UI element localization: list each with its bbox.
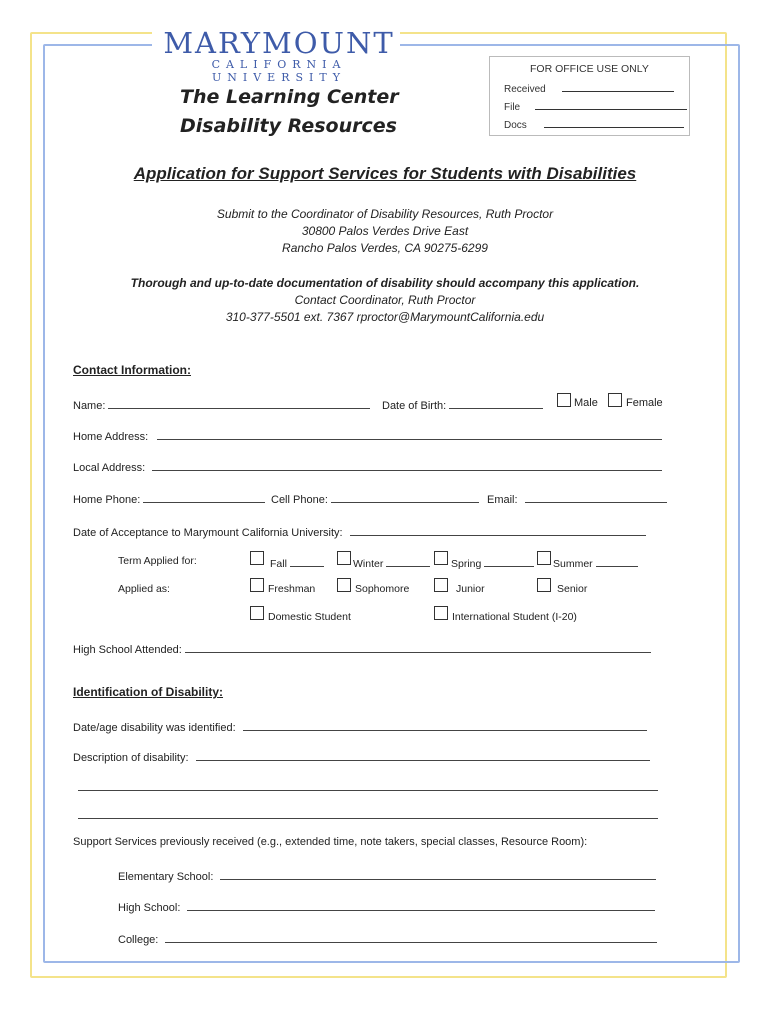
spring-year-field[interactable]	[484, 555, 534, 567]
fall-label: Fall	[270, 558, 287, 570]
sophomore-label: Sophomore	[355, 583, 410, 595]
description-line-3[interactable]	[78, 818, 658, 819]
home-address-label: Home Address:	[73, 431, 149, 443]
support-high-school-field[interactable]	[187, 899, 655, 911]
office-docs-label: Docs	[504, 120, 527, 131]
contact-phone-email: 310-377-5501 ext. 7367 rproctor@MarymountCalifornia.edu	[225, 310, 545, 324]
contact-info-heading: Contact Information:	[73, 363, 191, 377]
documentation-note: Thorough and up-to-date documentation of disability should accompany this application.	[130, 276, 640, 290]
submit-line-2: 30800 Palos Verdes Drive East	[301, 224, 469, 238]
home-phone-label: Home Phone:	[73, 494, 141, 506]
email-field[interactable]	[525, 491, 667, 503]
winter-label: Winter	[353, 558, 384, 570]
high-school-attended-label: High School Attended:	[73, 644, 182, 656]
logo-subtitle: CALIFORNIA UNIVERSITY	[211, 58, 347, 84]
summer-year-field[interactable]	[596, 555, 638, 567]
senior-label: Senior	[557, 583, 588, 595]
summer-checkbox[interactable]	[537, 551, 551, 565]
support-services-label: Support Services previously received (e.g., extended time, note takers, special classes, Resource Room):	[73, 836, 588, 848]
male-label: Male	[574, 397, 598, 409]
junior-checkbox[interactable]	[434, 578, 448, 592]
identification-heading: Identification of Disability:	[73, 685, 224, 699]
elementary-school-label: Elementary School:	[118, 871, 214, 883]
header-learning-center: The Learning Center	[180, 86, 399, 108]
freshman-label: Freshman	[268, 583, 316, 595]
international-student-checkbox[interactable]	[434, 606, 448, 620]
office-received-line[interactable]	[562, 82, 674, 92]
winter-checkbox[interactable]	[337, 551, 351, 565]
freshman-checkbox[interactable]	[250, 578, 264, 592]
office-use-box	[489, 56, 690, 136]
spring-checkbox[interactable]	[434, 551, 448, 565]
office-file-label: File	[504, 102, 521, 113]
term-applied-label: Term Applied for:	[118, 555, 197, 567]
name-label: Name:	[73, 400, 106, 412]
description-label: Description of disability:	[73, 752, 189, 764]
cell-phone-label: Cell Phone:	[271, 494, 328, 506]
logo-wordmark: MARYMOUNT	[163, 26, 395, 60]
domestic-student-checkbox[interactable]	[250, 606, 264, 620]
fall-year-field[interactable]	[290, 555, 324, 567]
email-label: Email:	[487, 494, 518, 506]
domestic-student-label: Domestic Student	[268, 611, 351, 623]
dob-label: Date of Birth:	[382, 400, 447, 412]
male-checkbox[interactable]	[557, 393, 571, 407]
fall-checkbox[interactable]	[250, 551, 264, 565]
summer-label: Summer	[553, 558, 593, 570]
home-address-field[interactable]	[157, 428, 662, 440]
submit-line-1: Submit to the Coordinator of Disability Resources, Ruth Proctor	[216, 207, 554, 221]
name-field[interactable]	[108, 397, 370, 409]
junior-label: Junior	[456, 583, 485, 595]
applied-as-label: Applied as:	[118, 583, 170, 595]
senior-checkbox[interactable]	[537, 578, 551, 592]
description-field[interactable]	[196, 749, 650, 761]
support-high-school-label: High School:	[118, 902, 181, 914]
description-line-2[interactable]	[78, 790, 658, 791]
international-student-label: International Student (I-20)	[452, 611, 577, 623]
spring-label: Spring	[451, 558, 482, 570]
office-docs-line[interactable]	[544, 118, 684, 128]
elementary-school-field[interactable]	[220, 868, 656, 880]
submit-line-3: Rancho Palos Verdes, CA 90275-6299	[282, 241, 488, 255]
form-title: Application for Support Services for Students with Disabilities	[133, 164, 637, 183]
date-identified-label: Date/age disability was identified:	[73, 722, 236, 734]
office-received-label: Received	[504, 84, 546, 95]
cell-phone-field[interactable]	[331, 491, 479, 503]
home-phone-field[interactable]	[143, 491, 265, 503]
local-address-field[interactable]	[152, 459, 662, 471]
office-file-line[interactable]	[535, 100, 687, 110]
winter-year-field[interactable]	[386, 555, 430, 567]
high-school-attended-field[interactable]	[185, 641, 651, 653]
dob-field[interactable]	[449, 397, 543, 409]
sophomore-checkbox[interactable]	[337, 578, 351, 592]
office-use-title: FOR OFFICE USE ONLY	[530, 63, 649, 75]
header-disability-resources: Disability Resources	[180, 115, 397, 137]
contact-coordinator: Contact Coordinator, Ruth Proctor	[294, 293, 476, 307]
college-label: College:	[118, 934, 159, 946]
date-identified-field[interactable]	[243, 719, 647, 731]
acceptance-date-field[interactable]	[350, 524, 646, 536]
female-label: Female	[626, 397, 663, 409]
acceptance-date-label: Date of Acceptance to Marymount California University:	[73, 527, 343, 539]
college-field[interactable]	[165, 931, 657, 943]
female-checkbox[interactable]	[608, 393, 622, 407]
local-address-label: Local Address:	[73, 462, 146, 474]
